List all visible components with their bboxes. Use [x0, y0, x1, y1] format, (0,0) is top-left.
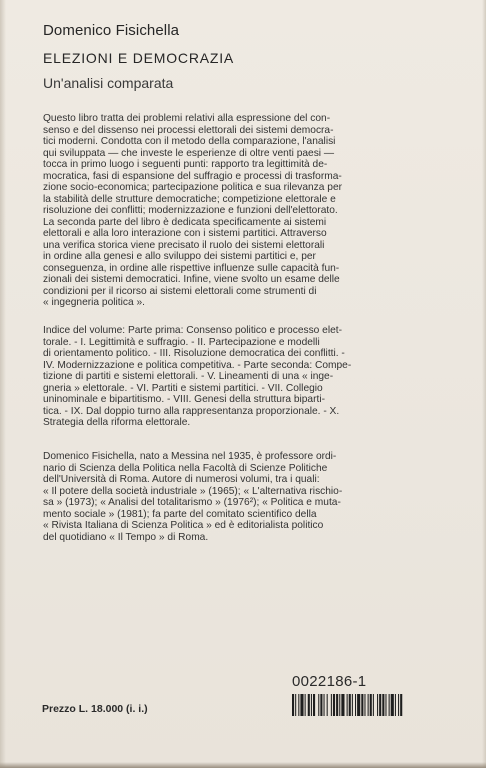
barcode-bar — [389, 694, 390, 716]
barcode-bar — [364, 694, 365, 716]
cover-left-edge — [0, 0, 6, 768]
barcode-bar — [357, 694, 360, 716]
book-subtitle: Un'analisi comparata — [43, 75, 174, 91]
barcode-bar — [377, 694, 378, 716]
barcode-bar — [400, 694, 402, 716]
barcode-bar — [324, 694, 325, 716]
author-biography: Domenico Fisichella, nato a Messina nel 1935, è professore ordi- nario di Scienza della Politica nella Facoltà di Scienze Politiche dell'Università di Roma. Autore di numerosi volumi, tra i quali: « Il potere della società industriale » (1965); « L'alternativa rischio- sa » (1973); « Analisi del totalitarismo » (1976²); « Politica e muta- mento sociale » (1981); fa parte del comitato scientifico della « Rivista Italiana di Scienza Politica » ed è editorialista politico del quotidiano « Il Tempo » di Roma. — [43, 451, 343, 543]
barcode-bar — [398, 694, 399, 716]
barcode-bar — [336, 694, 338, 716]
barcode-bar — [298, 694, 299, 716]
barcode-bar — [373, 694, 374, 716]
barcode-number: 0022186-1 — [292, 673, 367, 690]
barcode-bar — [355, 694, 356, 716]
barcode-bar — [292, 694, 294, 716]
book-title: ELEZIONI E DEMOCRAZIA — [43, 50, 235, 66]
barcode-bar — [379, 694, 381, 716]
barcode-bar — [313, 694, 315, 716]
barcode-bar — [341, 694, 344, 716]
barcode-bar — [333, 694, 335, 716]
barcode-bar — [368, 694, 369, 716]
barcode-icon — [292, 694, 447, 716]
barcode-bar — [327, 694, 328, 716]
barcode-bar — [382, 694, 384, 716]
barcode-bar — [300, 694, 303, 716]
barcode-bar — [318, 694, 319, 716]
barcode-bar — [361, 694, 363, 716]
barcode-bar — [385, 694, 386, 716]
table-of-contents: Indice del volume: Parte prima: Consenso politico e processo elet- torale. - I. Legittimità e suffragio. - II. Partecipazione e modelli di orientamento politico. - III. Risoluzione democratica dei conflitti. - IV. Modernizzazione e politica competitiva. - Parte seconda: Compe- tizione di partiti e sistemi elettorali. - V. Lineamenti di una « inge- gneria » elettorale. - VI. Partiti e sistemi partitici. - VII. Collegio uninominale e bipartitismo. - VIII. Genesi della struttura biparti- tica. - IX. Dal doppio turno alla rappresentanza proporzionale. - X. Strategia della riforma elettorale. — [43, 325, 352, 428]
barcode-bar — [311, 694, 312, 716]
cover-bottom-edge — [0, 762, 486, 768]
book-summary: Questo libro tratta dei problemi relativi alla espressione del con- senso e del dissenso nei processi elettorali dei sistemi democra- tici moderni. Condotta con il metodo della comparazione, l'analisi qui sviluppata — che investe le esperienze di oltre venti paesi — tocca in primo luogo i seguenti punti: rapporto tra legittimità de- mocratica, fasi di espansione del suffragio e processi di trasforma- zione socio-economica; partecipazione politica e sua rilevanza per la stabilità delle strutture democratiche; competizione elettorale e risoluzione dei conflitti; modernizzazione e funzioni dell'elettorato. La seconda parte del libro è dedicata specificamente ai sistemi elettorali e alla loro interazione con i sistemi partitici. Attraverso una verifica storica viene precisato il ruolo dei sistemi elettorali in ordine alla genesi e allo sviluppo dei sistemi partitici e, per conseguenza, in ordine alle rispettive influenze sulle capacità fun- zionali dei sistemi democratici. Infine, viene svolto un esame delle condizioni per il ricorso ai sistemi elettorali come strumenti di « ingegneria politica ». — [43, 113, 342, 308]
barcode-bar — [391, 694, 394, 716]
barcode-bar — [320, 694, 322, 716]
barcode-bar — [347, 694, 348, 716]
barcode-bar — [339, 694, 340, 716]
barcode-bar — [305, 694, 306, 716]
cover-right-edge — [482, 0, 486, 768]
barcode-bar — [349, 694, 351, 716]
barcode-bar — [395, 694, 396, 716]
price-label: Prezzo L. 18.000 (i. i.) — [42, 703, 148, 715]
barcode-bar — [370, 694, 372, 716]
barcode-bar — [331, 694, 332, 716]
barcode-bar — [352, 694, 353, 716]
author-name: Domenico Fisichella — [43, 22, 180, 39]
barcode-bar — [308, 694, 310, 716]
barcode-bar — [295, 694, 296, 716]
